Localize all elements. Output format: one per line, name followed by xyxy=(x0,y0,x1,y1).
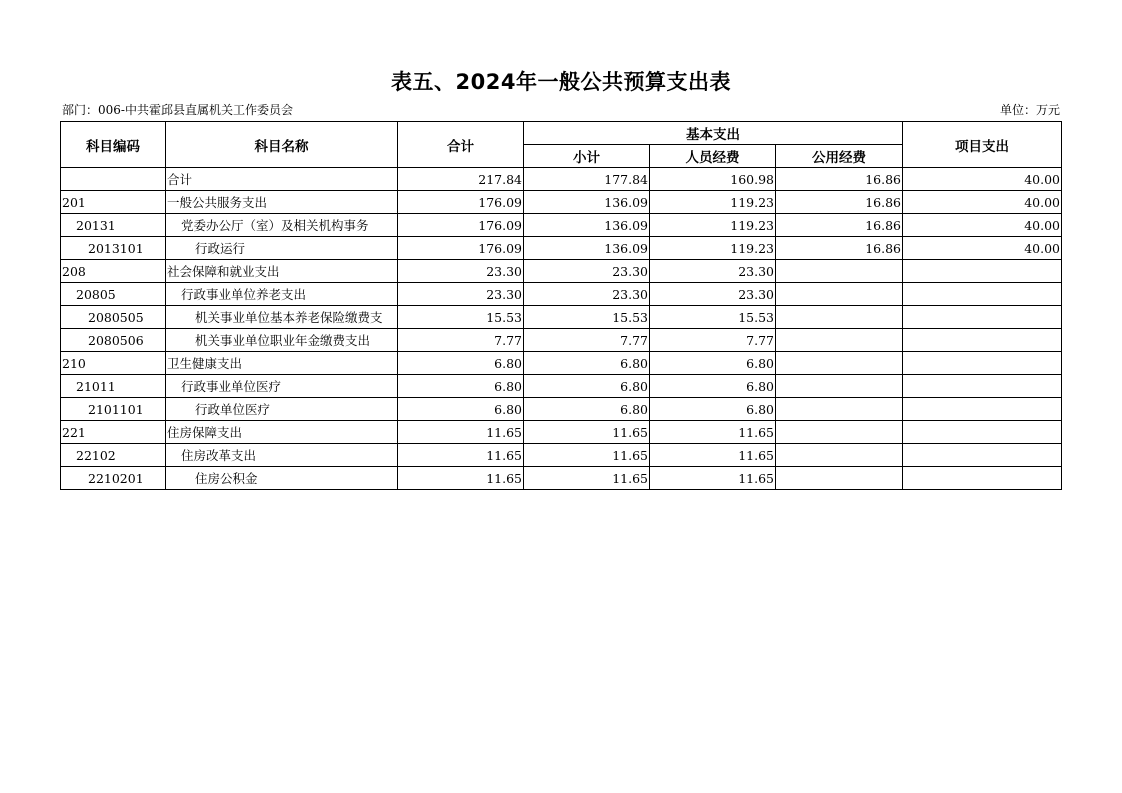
cell-subtotal: 136.09 xyxy=(524,237,650,260)
cell-subtotal: 6.80 xyxy=(524,375,650,398)
cell-total: 217.84 xyxy=(398,168,524,191)
cell-total: 6.80 xyxy=(398,352,524,375)
table-row xyxy=(61,191,1062,214)
cell-name: 党委办公厅（室）及相关机构事务 xyxy=(166,214,398,237)
header-name: 科目名称 xyxy=(166,122,398,168)
cell-project xyxy=(903,398,1062,421)
cell-project xyxy=(903,444,1062,467)
cell-project xyxy=(903,306,1062,329)
cell-project xyxy=(903,375,1062,398)
cell-code: 20805 xyxy=(61,283,166,306)
table-row xyxy=(61,260,1062,283)
cell-public xyxy=(776,421,903,444)
cell-total: 15.53 xyxy=(398,306,524,329)
cell-code: 2080506 xyxy=(61,329,166,352)
cell-total: 7.77 xyxy=(398,329,524,352)
header-subtotal: 小计 xyxy=(524,145,650,168)
cell-personnel: 6.80 xyxy=(650,398,776,421)
cell-public xyxy=(776,329,903,352)
cell-name: 合计 xyxy=(166,168,398,191)
cell-personnel: 11.65 xyxy=(650,421,776,444)
table-row xyxy=(61,375,1062,398)
cell-public: 16.86 xyxy=(776,191,903,214)
unit-label: 单位：万元 xyxy=(999,103,1060,117)
page-title: 表五、2024年一般公共预算支出表 xyxy=(391,70,731,94)
cell-subtotal: 15.53 xyxy=(524,306,650,329)
cell-code: 2101101 xyxy=(61,398,166,421)
cell-personnel: 15.53 xyxy=(650,306,776,329)
cell-name: 住房公积金 xyxy=(166,467,398,490)
cell-total: 11.65 xyxy=(398,467,524,490)
table-row xyxy=(61,467,1062,490)
cell-personnel: 6.80 xyxy=(650,352,776,375)
cell-name: 机关事业单位基本养老保险缴费支 xyxy=(166,306,398,329)
cell-total: 176.09 xyxy=(398,237,524,260)
cell-subtotal: 177.84 xyxy=(524,168,650,191)
cell-public: 16.86 xyxy=(776,237,903,260)
cell-code: 210 xyxy=(61,352,166,375)
table-row xyxy=(61,329,1062,352)
cell-personnel: 6.80 xyxy=(650,375,776,398)
table-row xyxy=(61,214,1062,237)
cell-code: 221 xyxy=(61,421,166,444)
cell-public xyxy=(776,398,903,421)
cell-public xyxy=(776,375,903,398)
cell-personnel: 11.65 xyxy=(650,467,776,490)
cell-project xyxy=(903,283,1062,306)
cell-project: 40.00 xyxy=(903,237,1062,260)
cell-name: 行政运行 xyxy=(166,237,398,260)
cell-total: 6.80 xyxy=(398,398,524,421)
table-header xyxy=(61,122,1062,168)
cell-total: 6.80 xyxy=(398,375,524,398)
cell-name: 机关事业单位职业年金缴费支出 xyxy=(166,329,398,352)
cell-subtotal: 7.77 xyxy=(524,329,650,352)
cell-name: 住房保障支出 xyxy=(166,421,398,444)
cell-subtotal: 23.30 xyxy=(524,260,650,283)
cell-project: 40.00 xyxy=(903,214,1062,237)
table-body xyxy=(61,168,1062,490)
cell-code: 2080505 xyxy=(61,306,166,329)
cell-personnel: 119.23 xyxy=(650,237,776,260)
cell-code: 201 xyxy=(61,191,166,214)
cell-code xyxy=(61,168,166,191)
header-code: 科目编码 xyxy=(61,122,166,168)
header-total: 合计 xyxy=(398,122,524,168)
cell-project xyxy=(903,329,1062,352)
table-row xyxy=(61,421,1062,444)
cell-personnel: 11.65 xyxy=(650,444,776,467)
cell-project xyxy=(903,421,1062,444)
cell-total: 11.65 xyxy=(398,444,524,467)
cell-subtotal: 23.30 xyxy=(524,283,650,306)
cell-code: 2210201 xyxy=(61,467,166,490)
table-row xyxy=(61,352,1062,375)
cell-subtotal: 136.09 xyxy=(524,214,650,237)
table-row xyxy=(61,283,1062,306)
budget-table xyxy=(60,121,1062,490)
cell-code: 208 xyxy=(61,260,166,283)
table-row xyxy=(61,398,1062,421)
cell-code: 2013101 xyxy=(61,237,166,260)
header-public: 公用经费 xyxy=(776,145,903,168)
header-personnel: 人员经费 xyxy=(650,145,776,168)
cell-code: 21011 xyxy=(61,375,166,398)
cell-public xyxy=(776,283,903,306)
cell-project xyxy=(903,260,1062,283)
cell-subtotal: 11.65 xyxy=(524,421,650,444)
header-project: 项目支出 xyxy=(903,122,1062,168)
cell-subtotal: 6.80 xyxy=(524,352,650,375)
cell-subtotal: 11.65 xyxy=(524,467,650,490)
cell-public: 16.86 xyxy=(776,168,903,191)
cell-personnel: 23.30 xyxy=(650,260,776,283)
table-row xyxy=(61,306,1062,329)
cell-total: 176.09 xyxy=(398,191,524,214)
cell-project: 40.00 xyxy=(903,168,1062,191)
cell-total: 176.09 xyxy=(398,214,524,237)
cell-project xyxy=(903,467,1062,490)
cell-code: 22102 xyxy=(61,444,166,467)
table-row xyxy=(61,444,1062,467)
cell-name: 行政单位医疗 xyxy=(166,398,398,421)
cell-name: 行政事业单位养老支出 xyxy=(166,283,398,306)
cell-subtotal: 6.80 xyxy=(524,398,650,421)
cell-public xyxy=(776,306,903,329)
cell-total: 11.65 xyxy=(398,421,524,444)
cell-name: 卫生健康支出 xyxy=(166,352,398,375)
cell-name: 社会保障和就业支出 xyxy=(166,260,398,283)
header-basic: 基本支出 xyxy=(524,122,903,145)
cell-public xyxy=(776,467,903,490)
cell-personnel: 119.23 xyxy=(650,191,776,214)
cell-public xyxy=(776,260,903,283)
cell-public: 16.86 xyxy=(776,214,903,237)
cell-subtotal: 11.65 xyxy=(524,444,650,467)
cell-personnel: 7.77 xyxy=(650,329,776,352)
cell-total: 23.30 xyxy=(398,260,524,283)
cell-project xyxy=(903,352,1062,375)
cell-subtotal: 136.09 xyxy=(524,191,650,214)
cell-public xyxy=(776,352,903,375)
cell-public xyxy=(776,444,903,467)
department-label: 部门：006-中共霍邱县直属机关工作委员会 xyxy=(62,103,293,117)
cell-total: 23.30 xyxy=(398,283,524,306)
cell-name: 行政事业单位医疗 xyxy=(166,375,398,398)
cell-personnel: 160.98 xyxy=(650,168,776,191)
cell-personnel: 23.30 xyxy=(650,283,776,306)
cell-name: 一般公共服务支出 xyxy=(166,191,398,214)
cell-project: 40.00 xyxy=(903,191,1062,214)
table-row xyxy=(61,237,1062,260)
cell-personnel: 119.23 xyxy=(650,214,776,237)
cell-name: 住房改革支出 xyxy=(166,444,398,467)
cell-code: 20131 xyxy=(61,214,166,237)
table-row xyxy=(61,168,1062,191)
